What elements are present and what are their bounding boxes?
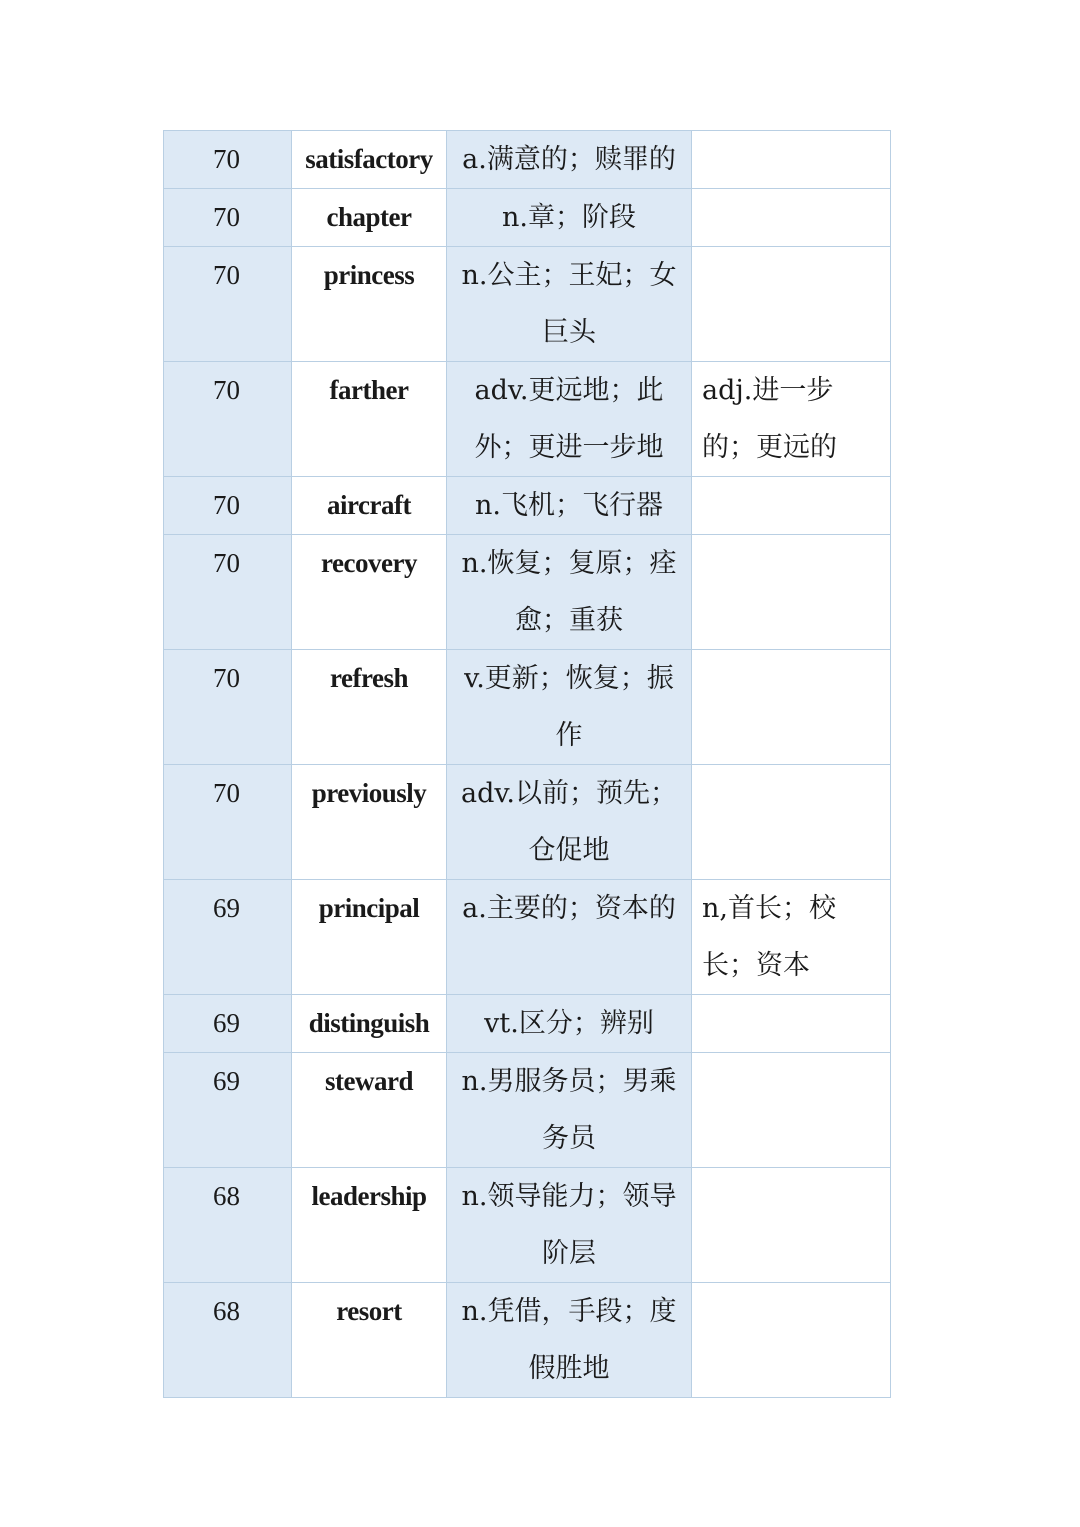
table-row	[164, 535, 891, 650]
table-row	[164, 189, 891, 247]
frequency-cell: 70	[164, 765, 292, 880]
extra-meaning-cell	[692, 1053, 891, 1168]
frequency-cell: 70	[164, 650, 292, 765]
word-cell: resort	[292, 1283, 447, 1398]
table-row	[164, 880, 891, 995]
word-cell: aircraft	[292, 477, 447, 535]
extra-meaning-cell	[692, 650, 891, 765]
extra-meaning-cell	[692, 995, 891, 1053]
word-cell: chapter	[292, 189, 447, 247]
word-cell: distinguish	[292, 995, 447, 1053]
extra-meaning-cell	[692, 535, 891, 650]
word-cell: princess	[292, 247, 447, 362]
meaning-cell: n.恢复；复原；痊愈；重获	[447, 535, 692, 650]
extra-meaning-cell	[692, 765, 891, 880]
meaning-cell: n.章；阶段	[447, 189, 692, 247]
meaning-cell: a.主要的；资本的	[447, 880, 692, 995]
frequency-cell: 68	[164, 1283, 292, 1398]
frequency-cell: 70	[164, 477, 292, 535]
table-row	[164, 995, 891, 1053]
meaning-cell: a.满意的；赎罪的	[447, 131, 692, 189]
meaning-cell: n.男服务员；男乘务员	[447, 1053, 692, 1168]
vocabulary-table	[163, 130, 891, 1398]
meaning-cell: n.飞机；飞行器	[447, 477, 692, 535]
extra-meaning-cell	[692, 247, 891, 362]
table-row	[164, 247, 891, 362]
word-cell: principal	[292, 880, 447, 995]
extra-meaning-cell: n,首长；校长；资本	[692, 880, 891, 995]
table-row	[164, 131, 891, 189]
frequency-cell: 70	[164, 535, 292, 650]
extra-meaning-cell	[692, 189, 891, 247]
extra-meaning-cell	[692, 477, 891, 535]
word-cell: satisfactory	[292, 131, 447, 189]
table-row	[164, 362, 891, 477]
frequency-cell: 70	[164, 131, 292, 189]
frequency-cell: 70	[164, 362, 292, 477]
frequency-cell: 69	[164, 995, 292, 1053]
word-cell: refresh	[292, 650, 447, 765]
table-row	[164, 477, 891, 535]
meaning-cell: n.公主；王妃；女巨头	[447, 247, 692, 362]
extra-meaning-cell	[692, 1168, 891, 1283]
extra-meaning-cell	[692, 131, 891, 189]
frequency-cell: 70	[164, 247, 292, 362]
table-row	[164, 650, 891, 765]
meaning-cell: adv.更远地；此外；更进一步地	[447, 362, 692, 477]
word-cell: leadership	[292, 1168, 447, 1283]
extra-meaning-cell	[692, 1283, 891, 1398]
word-cell: farther	[292, 362, 447, 477]
word-cell: previously	[292, 765, 447, 880]
table-row	[164, 765, 891, 880]
extra-meaning-cell: adj.进一步的；更远的	[692, 362, 891, 477]
meaning-cell: n.领导能力；领导阶层	[447, 1168, 692, 1283]
frequency-cell: 69	[164, 880, 292, 995]
meaning-cell: n.凭借，手段；度假胜地	[447, 1283, 692, 1398]
frequency-cell: 68	[164, 1168, 292, 1283]
meaning-cell: vt.区分；辨别	[447, 995, 692, 1053]
table-row	[164, 1168, 891, 1283]
table-row	[164, 1283, 891, 1398]
frequency-cell: 69	[164, 1053, 292, 1168]
meaning-cell: v.更新；恢复；振作	[447, 650, 692, 765]
word-cell: recovery	[292, 535, 447, 650]
word-cell: steward	[292, 1053, 447, 1168]
frequency-cell: 70	[164, 189, 292, 247]
table-row	[164, 1053, 891, 1168]
meaning-cell: adv.以前；预先；仓促地	[447, 765, 692, 880]
